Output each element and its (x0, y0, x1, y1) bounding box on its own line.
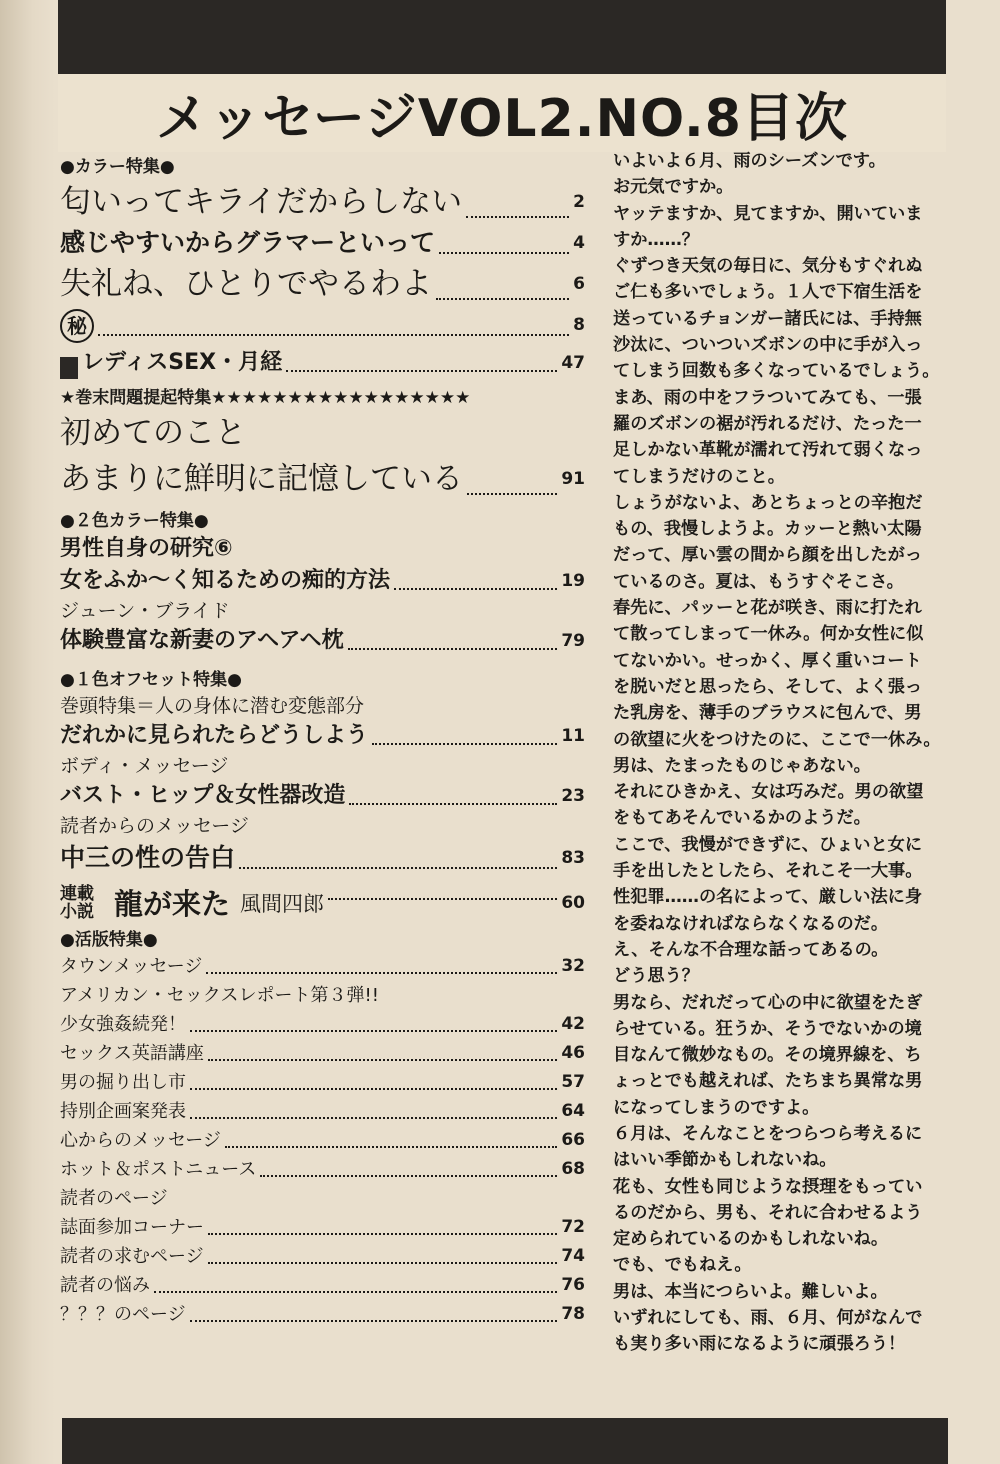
message-line: 男は、たまったものじゃあない。 (613, 755, 871, 776)
toc-entry-label: レディスSEX・月経 (82, 350, 283, 375)
toc-entry-label: 女をふか～く知るための痴的方法 (60, 568, 391, 593)
serial-novel-entry[interactable] (60, 882, 585, 923)
message-line: ているのさ。夏は、もうすぐそこさ。 (613, 571, 904, 592)
leader-dots (98, 334, 569, 336)
toc-entry-page: 68 (561, 1159, 585, 1179)
toc-entry-page: 91 (561, 469, 585, 489)
message-line: しょうがないよ、あとちょっとの辛抱だ (613, 492, 923, 513)
toc-entry[interactable] (60, 179, 585, 225)
table-of-contents (60, 150, 585, 1329)
toc-entry[interactable] (60, 1068, 585, 1097)
toc-entry-label: セックス英語講座 (60, 1043, 204, 1064)
toc-entry-page: 42 (561, 1014, 585, 1034)
toc-entry-label: 少女強姦続発！ (60, 1014, 186, 1035)
toc-entry[interactable] (60, 1097, 585, 1126)
message-line: 男なら、だれだって心の中に欲望をたぎ (613, 992, 923, 1013)
message-line: らせている。狂うか、そうでないかの境 (613, 1018, 922, 1039)
leader-dots (190, 1030, 557, 1032)
series-title: 読者からのメッセージ (60, 815, 249, 837)
secret-mark-icon: 秘 (60, 309, 94, 343)
toc-entry-page: 6 (573, 274, 585, 294)
toc-entry[interactable] (60, 225, 585, 261)
toc-entry-page: 47 (561, 353, 585, 373)
toc-entry-label: 体験豊富な新妻のアヘアヘ枕 (60, 628, 344, 653)
message-line: すか……？ (613, 229, 699, 250)
message-line: も実り多い雨になるように頑張ろう！ (613, 1334, 906, 1355)
message-line: いずれにしても、雨、６月、何がなんで (613, 1308, 923, 1329)
serial-title: 龍が来た (114, 887, 231, 921)
print-items-list (60, 952, 585, 1329)
message-line: ここで、我慢ができずに、ひょいと女に (613, 834, 923, 855)
message-line: え、そんな不合理な話ってあるの。 (613, 939, 889, 960)
leader-dots (190, 1320, 558, 1322)
message-line: の欲望に火をつけたのに、ここで一休み。 (613, 729, 941, 750)
leader-dots (208, 1262, 558, 1264)
page-title: メッセージVOL2.NO.8目次 (58, 70, 946, 152)
message-line: いよいよ６月、雨のシーズンです。 (613, 151, 886, 171)
toc-entry-page: 64 (561, 1101, 585, 1121)
leader-dots (190, 1088, 557, 1090)
leader-dots (394, 588, 557, 590)
toc-entry-label: ホット＆ポストニュース (60, 1159, 257, 1180)
toc-entry-label: 読者の悩み (60, 1275, 150, 1296)
toc-entry[interactable] (60, 347, 585, 379)
message-line: 手を出したとしたら、それこそ一大事。 (613, 861, 923, 882)
message-line: 沙汰に、ついついズボンの中に手が入っ (613, 335, 923, 356)
toc-entry-page: 83 (561, 848, 585, 868)
series-title: ジューン・ブライド (60, 600, 230, 622)
message-line: を委ねなければならなくなるのだ。 (613, 913, 889, 934)
serial-tag-line1: 連載 (60, 883, 94, 904)
toc-entry-label: 中三の性の告白 (60, 843, 236, 872)
toc-entry[interactable] (60, 840, 585, 876)
message-line: 羅のズボンの裾が汚れるだけ、たった一 (613, 413, 922, 434)
message-line: 送っているチョンガー諸氏には、手持無 (613, 308, 922, 329)
two-color-heading: ●２色カラー特集● (60, 511, 209, 531)
leader-dots (206, 972, 557, 974)
message-line: でも、でもねえ。 (613, 1255, 752, 1276)
leader-dots (466, 216, 569, 218)
message-line: を脱いだと思ったら、そして、よく張っ (613, 676, 923, 697)
toc-entry[interactable] (60, 1010, 585, 1039)
toc-entry-page: 32 (561, 956, 585, 976)
leader-dots (372, 743, 557, 745)
toc-entry-page: 23 (561, 786, 585, 806)
toc-entry[interactable] (60, 780, 585, 812)
message-line: まあ、雨の中をフラついてみても、一張 (613, 387, 922, 408)
message-line: てないかい。せっかく、厚く重いコート (613, 650, 922, 671)
message-line: 定められているのかもしれないね。 (613, 1229, 889, 1250)
leader-dots (260, 1175, 557, 1177)
toc-entry[interactable] (60, 1213, 585, 1242)
footer-band (62, 1418, 948, 1464)
message-line: をもてあそんでいるかのようだ。 (613, 808, 871, 829)
color-feature-heading: ●カラー特集● (60, 157, 175, 177)
toc-entry-page: 8 (573, 315, 585, 335)
leader-dots (436, 298, 569, 300)
block-mark-icon (60, 357, 78, 379)
toc-entry[interactable] (60, 720, 585, 752)
series-title: 巻頭特集＝人の身体に潜む変態部分 (60, 695, 365, 717)
toc-entry-label[interactable]: 読者のページ (60, 1188, 168, 1209)
toc-entry-label: バスト・ヒップ＆女性器改造 (60, 783, 346, 808)
serial-tag (60, 885, 108, 921)
serial-author: 風間四郎 (240, 891, 325, 916)
message-line: はいい季節かもしれないね。 (613, 1150, 837, 1171)
toc-entry[interactable] (60, 565, 585, 597)
leader-dots (208, 1233, 557, 1235)
toc-entry-label: 心からのメッセージ (60, 1130, 221, 1151)
toc-entry-label: 匂いってキライだからしない (60, 184, 463, 220)
leader-dots (328, 898, 557, 900)
leader-dots (208, 1059, 558, 1061)
toc-entry-page: 11 (561, 726, 585, 746)
leader-dots (286, 370, 557, 372)
toc-entry[interactable] (60, 1126, 585, 1155)
toc-entry-label: だれかに見られたらどうしよう (60, 723, 369, 748)
message-line: ヤッテますか、見てますか、開いていま (613, 203, 923, 224)
toc-entry[interactable] (60, 952, 585, 981)
message-line: ょっとでも越えれば、たちまち異常な男 (613, 1071, 923, 1092)
toc-entry[interactable] (60, 1155, 585, 1184)
toc-entry-page: 60 (561, 892, 585, 913)
serial-tag-line2: 小説 (60, 901, 94, 922)
print-feature-heading: ●活版特集● (60, 930, 158, 950)
toc-entry-page: 46 (561, 1043, 585, 1063)
message-line: だって、厚い雲の間から顔を出したがっ (613, 545, 923, 566)
toc-entry[interactable] (60, 1271, 585, 1300)
toc-entry[interactable] (60, 261, 585, 307)
toc-entry[interactable] (60, 307, 585, 343)
toc-entry-label: 読者の求むページ (60, 1246, 204, 1267)
toc-entry[interactable] (60, 1039, 585, 1068)
editor-message (613, 148, 958, 1358)
toc-entry-label: 男の掘り出し市 (60, 1072, 186, 1093)
toc-entry-label: 失礼ね、ひとりでやるわよ (60, 266, 432, 302)
message-line: ぐずつき天気の毎日に、気分もすぐれぬ (613, 256, 923, 277)
toc-entry-page: 79 (561, 631, 585, 651)
message-line: それにひきかえ、女は巧みだ。男の欲望 (613, 782, 924, 803)
toc-entry-page: 2 (573, 192, 585, 212)
leader-dots (467, 493, 557, 495)
message-line: 花も、女性も同じような摂理をもってい (613, 1176, 923, 1197)
message-line: ご仁も多いでしょう。１人で下宿生活を (613, 282, 923, 303)
toc-entry-label: 感じやすいからグラマーといって (60, 228, 436, 257)
problem-title-line1: 初めてのこと (60, 415, 246, 451)
message-line: になってしまうのですよ。 (613, 1097, 820, 1118)
toc-entry-page: 72 (561, 1217, 585, 1237)
message-line: どう思う？ (613, 966, 699, 987)
toc-entry[interactable] (60, 625, 585, 657)
leader-dots (239, 867, 557, 869)
toc-entry-page: 4 (573, 233, 585, 253)
message-line: お元気ですか。 (613, 177, 734, 198)
leader-dots (225, 1146, 557, 1148)
toc-entry-label: タウンメッセージ (60, 956, 203, 977)
toc-entry-page: 78 (561, 1304, 585, 1324)
toc-entry[interactable] (60, 1300, 585, 1329)
series-title: 男性自身の研究⑥ (60, 536, 233, 561)
message-line: 春先に、パッーと花が咲き、雨に打たれ (613, 598, 922, 619)
toc-entry-page: 76 (561, 1275, 585, 1295)
message-line: てしまうだけのこと。 (613, 466, 785, 487)
toc-entry-label[interactable]: アメリカン・セックスレポート第３弾!! (60, 985, 379, 1006)
problem-feature-heading: ★巻末問題提起特集★★★★★★★★★★★★★★★★★ (60, 388, 471, 408)
message-line: るのだから、男も、それに合わせるよう (613, 1202, 923, 1223)
toc-entry-label: ？？？のページ (60, 1304, 186, 1325)
toc-entry-page: 66 (561, 1130, 585, 1150)
paper-edge (0, 0, 55, 1464)
toc-entry-label: あまりに鮮明に記憶している (60, 461, 463, 497)
message-line: てしまう回数も多くなっているでしょう。 (613, 361, 940, 382)
message-line: 目なんて微妙なもの。その境界線を、ち (613, 1045, 922, 1066)
toc-entry-label: 誌面参加コーナー (60, 1217, 204, 1238)
toc-entry-page: 57 (561, 1072, 585, 1092)
message-line: 足しかない革靴が濡れて汚れて弱くなっ (613, 440, 923, 461)
leader-dots (349, 803, 557, 805)
toc-entry[interactable] (60, 456, 585, 502)
message-line: ６月は、そんなことをつらつら考えるに (613, 1123, 923, 1144)
one-color-heading: ●１色オフセット特集● (60, 670, 242, 690)
leader-dots (154, 1291, 557, 1293)
toc-entry-label: 持別企画案発表 (60, 1101, 186, 1122)
toc-entry[interactable] (60, 1242, 585, 1271)
toc-entry-page: 74 (561, 1246, 585, 1266)
message-line: 性犯罪……の名によって、厳しい法に身 (613, 887, 923, 908)
leader-dots (439, 252, 569, 254)
leader-dots (190, 1117, 557, 1119)
series-title: ボディ・メッセージ (60, 755, 229, 777)
message-line: て散ってしまって一休み。何か女性に似 (613, 624, 924, 645)
message-line: た乳房を、薄手のブラウスに包んで、男 (613, 703, 922, 724)
toc-entry-page: 19 (561, 571, 585, 591)
message-line: 男は、本当につらいよ。難しいよ。 (613, 1281, 888, 1302)
leader-dots (348, 648, 558, 650)
message-line: もの、我慢しようよ。カッーと熱い太陽 (613, 519, 922, 540)
